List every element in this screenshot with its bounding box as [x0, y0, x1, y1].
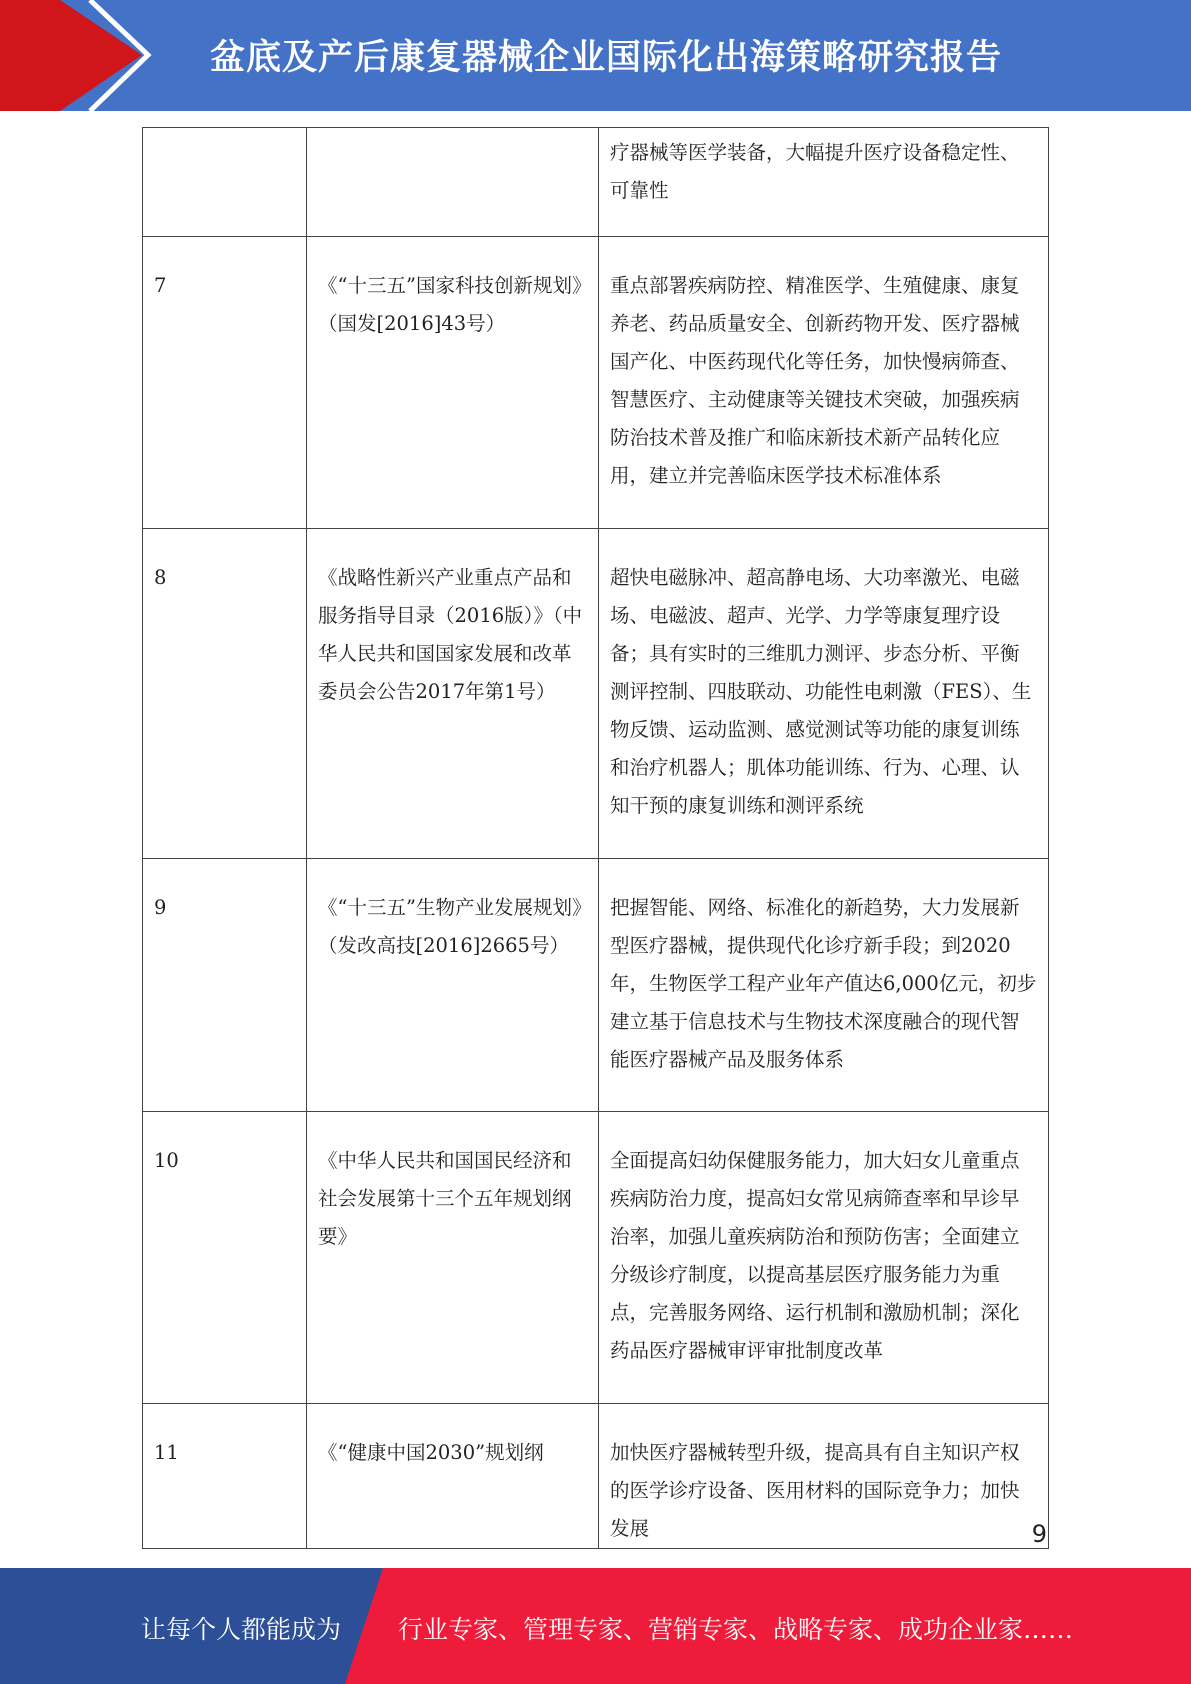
report-title: 盆底及产后康复器械企业国际化出海策略研究报告	[210, 38, 1003, 78]
policy-name-cell: 《“健康中国2030”规划纲	[307, 1404, 599, 1549]
row-number-cell: 10	[143, 1112, 307, 1404]
page-footer	[0, 1568, 1191, 1684]
row-number-cell: 8	[143, 529, 307, 859]
policy-content-cell: 超快电磁脉冲、超高静电场、大功率激光、电磁场、电磁波、超声、光学、力学等康复理疗设备；具有实时的三维肌力测评、步态分析、平衡测评控制、四肢联动、功能性电刺激（FES）、生物反馈、运动监测、感觉测试等功能的康复训练和治疗机器人；肌体功能训练、行为、心理、认知干预的康复训练和测评系统	[599, 529, 1049, 859]
policy-name-cell	[307, 128, 599, 237]
table-row	[143, 237, 1049, 529]
footer-slogan-left: 让每个人都能成为	[141, 1615, 342, 1644]
policy-content-cell: 疗器械等医学装备，大幅提升医疗设备稳定性、可靠性	[599, 128, 1049, 237]
row-number-cell: 9	[143, 859, 307, 1112]
row-number-cell	[143, 128, 307, 237]
policy-content-cell: 重点部署疾病防控、精准医学、生殖健康、康复养老、药品质量安全、创新药物开发、医疗器械国产化、中医药现代化等任务，加快慢病筛查、智慧医疗、主动健康等关键技术突破，加强疾病防治技术普及推广和临床新技术新产品转化应用，建立并完善临床医学技术标准体系	[599, 237, 1049, 529]
row-number-cell: 7	[143, 237, 307, 529]
row-number-cell: 11	[143, 1404, 307, 1549]
policy-content-cell: 加快医疗器械转型升级，提高具有自主知识产权的医学诊疗设备、医用材料的国际竞争力；加快发展	[599, 1404, 1049, 1549]
policy-name-cell: 《战略性新兴产业重点产品和服务指导目录（2016版）》（中华人民共和国国家发展和改革委员会公告2017年第1号）	[307, 529, 599, 859]
policy-content-cell: 把握智能、网络、标准化的新趋势，大力发展新型医疗器械，提供现代化诊疗新手段；到2020年，生物医学工程产业年产值达6,000亿元，初步建立基于信息技术与生物技术深度融合的现代智能医疗器械产品及服务体系	[599, 859, 1049, 1112]
policy-name-cell: 《“十三五”生物产业发展规划》（发改高技[2016]2665号）	[307, 859, 599, 1112]
table-row	[143, 1404, 1049, 1549]
red-arrow-decoration	[0, 0, 160, 111]
footer-slogan-right: 行业专家、管理专家、营销专家、战略专家、成功企业家……	[398, 1615, 1074, 1644]
policy-name-cell: 《中华人民共和国国民经济和社会发展第十三个五年规划纲要》	[307, 1112, 599, 1404]
page-header	[0, 0, 1191, 111]
table-row	[143, 1112, 1049, 1404]
policy-name-cell: 《“十三五”国家科技创新规划》（国发[2016]43号）	[307, 237, 599, 529]
policy-table	[142, 127, 1049, 1549]
page-number: 9	[1031, 1520, 1047, 1548]
table-row	[143, 529, 1049, 859]
policy-content-cell: 全面提高妇幼保健服务能力，加大妇女儿童重点疾病防治力度，提高妇女常见病筛查率和早诊早治率，加强儿童疾病防治和预防伤害；全面建立分级诊疗制度，以提高基层医疗服务能力为重点，完善服务网络、运行机制和激励机制；深化药品医疗器械审评审批制度改革	[599, 1112, 1049, 1404]
table-row	[143, 859, 1049, 1112]
table-row	[143, 128, 1049, 237]
